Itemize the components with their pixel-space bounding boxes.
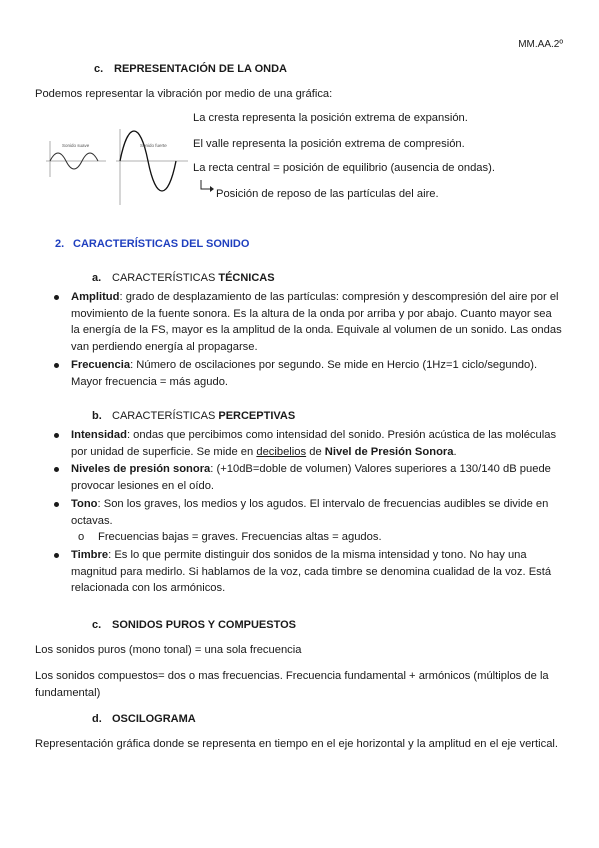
- bullet-dot: [54, 433, 59, 438]
- subsection-title-plain: CARACTERÍSTICAS: [112, 272, 219, 284]
- soft-wave-label: Sonido suave: [62, 143, 90, 148]
- bullet-intensidad: [71, 427, 563, 460]
- text-timbre: : Es lo que permite distinguir dos sonidos de la misma intensidad y tono. No hay una magnitud para medirlo. Si hablamos de la voz, cada timbre se denomina cualidad de la voz. Está relacionada con los armónicos.: [71, 549, 552, 594]
- section-heading-caracteristicas: [55, 236, 249, 253]
- note-cresta: La cresta representa la posición extrema de expansión.: [193, 112, 468, 124]
- sub-bullet-marker: o: [78, 531, 85, 543]
- term-timbre: Timbre: [71, 549, 109, 561]
- section-title: REPRESENTACIÓN DE LA ONDA: [114, 63, 287, 75]
- text-frecuencia: : Número de oscilaciones por segundo. Se mide en Hercio (1Hz=1 ciclo/segundo). Mayor frecuencia = más agudo.: [71, 359, 538, 388]
- section-title: SONIDOS PUROS Y COMPUESTOS: [112, 619, 296, 631]
- note-valle: El valle representa la posición extrema de compresión.: [193, 138, 465, 150]
- bullet-dot: [54, 363, 59, 368]
- term-niveles: Niveles de presión sonora: [71, 463, 211, 475]
- term-tono: Tono: [71, 498, 98, 510]
- bullet-timbre: [71, 547, 563, 597]
- bullet-frecuencia: [71, 357, 563, 390]
- sub-bullet-frecuencias: [78, 529, 558, 546]
- link-decibelios[interactable]: decibelios: [256, 445, 307, 458]
- bullet-dot: [54, 467, 59, 472]
- subsection-title-bold: PERCEPTIVAS: [218, 410, 296, 422]
- note-recta: La recta central = posición de equilibrio (ausencia de ondas).: [193, 162, 495, 174]
- bullet-dot: [54, 553, 59, 558]
- text-intensidad-2: de: [306, 445, 325, 458]
- sub-bullet-text: Frecuencias bajas = graves. Frecuencias altas = agudos.: [98, 531, 382, 543]
- section-title: CARACTERÍSTICAS DEL SONIDO: [73, 238, 250, 250]
- subsection-letter: a.: [92, 272, 102, 284]
- bullet-tono: [71, 496, 563, 529]
- section-letter: c.: [94, 63, 104, 75]
- loud-wave-label: Sonido fuerte: [140, 143, 167, 148]
- paragraph-oscilograma: Representación gráfica donde se representa en tiempo en el eje horizontal y la amplitud en el eje vertical.: [35, 738, 559, 750]
- subsection-heading-tecnicas: [92, 270, 275, 287]
- page-code: MM.AA.2º: [518, 39, 563, 50]
- soft-wave-graph: [46, 141, 106, 177]
- section-heading-sonidos: [92, 617, 296, 634]
- subsection-letter: b.: [92, 410, 102, 422]
- bullet-dot: [54, 295, 59, 300]
- term-intensidad: Intensidad: [71, 429, 127, 441]
- text-intensidad-1: : ondas que percibimos como intensidad del sonido. Presión acústica de las moléculas por unidad de superficie. Se mide en: [71, 429, 557, 458]
- term-frecuencia: Frecuencia: [71, 359, 131, 371]
- section-letter: d.: [92, 713, 102, 725]
- note-reposo: Posición de reposo de las partículas del aire.: [216, 188, 439, 200]
- subsection-heading-perceptivas: [92, 408, 295, 425]
- arrow-right-icon: [199, 179, 217, 197]
- section-heading-representacion: [94, 61, 287, 78]
- text-tono: : Son los graves, los medios y los agudos. El intervalo de frecuencias audibles se divide en octavas.: [71, 498, 549, 527]
- section-letter: c.: [92, 619, 102, 631]
- bold-nivel-presion: Nivel de Presión Sonora: [324, 445, 454, 458]
- intro-paragraph: Podemos representar la vibración por medio de una gráfica:: [35, 88, 333, 100]
- text-intensidad-3: .: [453, 445, 457, 458]
- term-amplitud: Amplitud: [71, 291, 120, 303]
- bullet-dot: [54, 502, 59, 507]
- loud-wave-graph: [116, 129, 188, 205]
- bullet-niveles: [71, 461, 563, 494]
- section-title: OSCILOGRAMA: [112, 713, 196, 725]
- paragraph-compuestos: Los sonidos compuestos= dos o mas frecuencias. Frecuencia fundamental + armónicos (múltiplos de la fundamental): [35, 670, 549, 699]
- text-niveles: : (+10dB=doble de volumen) Valores superiores a 130/140 dB puede provocar lesiones en el oído.: [71, 463, 551, 492]
- subsection-title-plain: CARACTERÍSTICAS: [112, 410, 219, 422]
- wave-figure: [42, 127, 192, 207]
- section-number: 2.: [55, 238, 65, 250]
- text-amplitud: : grado de desplazamiento de las partículas: compresión y descompresión del aire por el movimiento de la fuente sonora. Es la altura de la onda por arriba y por abajo. Cuanto mayor sea la energía de la FS, mayor es la amplitud de la onda. Equivale al volumen de un sonido. Las ondas van perdiendo energía al propagarse.: [71, 291, 562, 353]
- paragraph-puros: Los sonidos puros (mono tonal) = una sola frecuencia: [35, 644, 302, 656]
- bullet-amplitud: [71, 289, 563, 355]
- section-heading-oscilograma: [92, 711, 196, 728]
- subsection-title-bold: TÉCNICAS: [218, 272, 275, 284]
